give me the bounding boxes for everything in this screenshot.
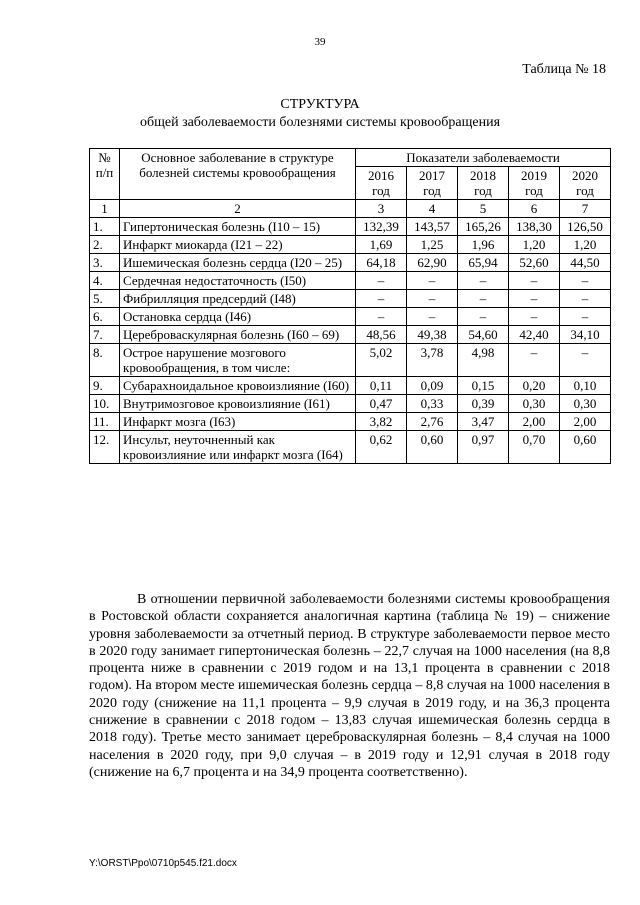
indicator-value: –	[560, 344, 611, 377]
indicator-value: 52,60	[509, 254, 560, 272]
indicator-value: 0,39	[458, 395, 509, 413]
row-number: 5.	[90, 290, 120, 308]
table-label: Таблица № 18	[522, 62, 606, 77]
column-number: 1	[90, 200, 120, 218]
indicator-value: –	[509, 308, 560, 326]
table-row	[90, 308, 611, 326]
indicator-value: –	[407, 290, 458, 308]
header-year: 2018 год	[458, 167, 509, 200]
indicator-value: 165,26	[458, 218, 509, 236]
column-number: 2	[120, 200, 356, 218]
page-number: 39	[314, 36, 326, 48]
indicator-value: 1,20	[560, 236, 611, 254]
header-indicators: Показатели заболеваемости	[356, 149, 611, 167]
disease-name: Инфаркт миокарда (I21 – 22)	[120, 236, 356, 254]
indicator-value: 138,30	[509, 218, 560, 236]
indicator-value: 126,50	[560, 218, 611, 236]
disease-name: Гипертоническая болезнь (I10 – 15)	[120, 218, 356, 236]
table-row	[90, 290, 611, 308]
indicator-value: 143,57	[407, 218, 458, 236]
table-subtitle: общей заболеваемости болезнями системы кровообращения	[139, 115, 501, 130]
table-row	[90, 272, 611, 290]
table-row	[90, 254, 611, 272]
column-number: 5	[458, 200, 509, 218]
indicator-value: 1,96	[458, 236, 509, 254]
indicator-value: 0,30	[560, 395, 611, 413]
header-year: 2019 год	[509, 167, 560, 200]
column-number-row	[90, 200, 611, 218]
table-row	[90, 431, 611, 464]
header-row-1	[90, 149, 611, 167]
header-year: 2016 год	[356, 167, 407, 200]
disease-name: Инсульт, неуточненный как кровоизлияние или инфаркт мозга (I64)	[120, 431, 356, 464]
indicator-value: 1,20	[509, 236, 560, 254]
row-number: 2.	[90, 236, 120, 254]
disease-name: Внутримозговое кровоизлияние (I61)	[120, 395, 356, 413]
indicator-value: 0,15	[458, 377, 509, 395]
header-year: 2020 год	[560, 167, 611, 200]
indicator-value: 0,47	[356, 395, 407, 413]
row-number: 4.	[90, 272, 120, 290]
indicator-value: –	[560, 272, 611, 290]
indicator-value: 1,25	[407, 236, 458, 254]
table-row	[90, 413, 611, 431]
indicator-value: –	[458, 308, 509, 326]
indicator-value: 3,78	[407, 344, 458, 377]
indicator-value: –	[407, 272, 458, 290]
indicator-value: –	[509, 344, 560, 377]
disease-name: Субарахноидальное кровоизлияние (I60)	[120, 377, 356, 395]
row-number: 11.	[90, 413, 120, 431]
indicator-value: –	[356, 308, 407, 326]
indicator-value: –	[509, 272, 560, 290]
indicator-value: 0,11	[356, 377, 407, 395]
indicator-value: 44,50	[560, 254, 611, 272]
indicator-value: 4,98	[458, 344, 509, 377]
indicator-value: 3,82	[356, 413, 407, 431]
indicator-value: –	[407, 308, 458, 326]
disease-name: Остановка сердца (I46)	[120, 308, 356, 326]
indicator-value: 0,60	[407, 431, 458, 464]
column-number: 3	[356, 200, 407, 218]
table-title: СТРУКТУРА	[280, 97, 360, 112]
disease-name: Острое нарушение мозгового кровообращения, в том числе:	[120, 344, 356, 377]
row-number: 12.	[90, 431, 120, 464]
indicator-value: 132,39	[356, 218, 407, 236]
table-row	[90, 395, 611, 413]
row-number: 7.	[90, 326, 120, 344]
table-row	[90, 344, 611, 377]
indicator-value: 64,18	[356, 254, 407, 272]
file-path-footer: Y:\ORST\Ppo\0710p545.f21.docx	[89, 858, 237, 869]
row-number: 3.	[90, 254, 120, 272]
indicator-value: 0,20	[509, 377, 560, 395]
indicator-value: –	[560, 308, 611, 326]
indicator-value: 5,02	[356, 344, 407, 377]
indicator-value: 42,40	[509, 326, 560, 344]
table-row	[90, 218, 611, 236]
indicator-value: 0,97	[458, 431, 509, 464]
indicator-value: –	[458, 272, 509, 290]
indicator-value: 0,10	[560, 377, 611, 395]
row-number: 9.	[90, 377, 120, 395]
header-num: № п/п	[90, 149, 120, 200]
indicator-value: 0,09	[407, 377, 458, 395]
header-year: 2017 год	[407, 167, 458, 200]
column-number: 4	[407, 200, 458, 218]
indicator-value: 54,60	[458, 326, 509, 344]
row-number: 10.	[90, 395, 120, 413]
indicator-value: 2,76	[407, 413, 458, 431]
column-number: 6	[509, 200, 560, 218]
indicator-value: 49,38	[407, 326, 458, 344]
indicator-value: 0,60	[560, 431, 611, 464]
row-number: 6.	[90, 308, 120, 326]
indicator-value: 3,47	[458, 413, 509, 431]
indicator-value: 0,70	[509, 431, 560, 464]
indicator-value: –	[356, 272, 407, 290]
indicator-value: –	[458, 290, 509, 308]
indicator-value: 65,94	[458, 254, 509, 272]
disease-name: Инфаркт мозга (I63)	[120, 413, 356, 431]
table-row	[90, 377, 611, 395]
table-title-block	[0, 96, 640, 132]
indicator-value: 0,30	[509, 395, 560, 413]
indicator-value: 48,56	[356, 326, 407, 344]
body-paragraph: В отношении первичной заболеваемости болезнями системы кровообращения в Ростовской области сохраняется аналогичная картина (таблица № 19) – снижение уровня заболеваемости за отчетный период. В структуре заболеваемости первое место в 2020 году занимает гипертоническая болезнь – 22,7 случая на 1000 населения (на 8,8 процента ниже в сравнении с 2019 годом и на 13,1 процента в сравнении с 2018 годом). На втором месте ишемическая болезнь сердца – 8,8 случая на 1000 населения в 2020 году (снижение на 11,1 процента – 9,9 случая в 2019 году, и на 36,3 процента снижение в сравнении с 2018 годом – 13,83 случая ишемическая болезнь сердца в 2018 году). Третье место занимает цереброваскулярная болезнь – 8,4 случая на 1000 населения в 2020 году, при 9,0 случая – в 2019 году и 12,91 случая в 2018 году (снижение на 6,7 процента и на 34,9 процента соответственно).	[89, 592, 610, 780]
column-number: 7	[560, 200, 611, 218]
disease-name: Сердечная недостаточность (I50)	[120, 272, 356, 290]
disease-name: Ишемическая болезнь сердца (I20 – 25)	[120, 254, 356, 272]
header-disease: Основное заболевание в структуре болезней системы кровообращения	[120, 149, 356, 200]
table-row	[90, 326, 611, 344]
table-row	[90, 236, 611, 254]
indicator-value: 2,00	[509, 413, 560, 431]
indicator-value: –	[509, 290, 560, 308]
row-number: 8.	[90, 344, 120, 377]
indicator-value: 0,33	[407, 395, 458, 413]
indicator-value: 34,10	[560, 326, 611, 344]
indicator-value: –	[356, 290, 407, 308]
row-number: 1.	[90, 218, 120, 236]
indicator-value: 0,62	[356, 431, 407, 464]
morbidity-table	[89, 148, 611, 464]
disease-name: Фибрилляция предсердий (I48)	[120, 290, 356, 308]
disease-name: Цереброваскулярная болезнь (I60 – 69)	[120, 326, 356, 344]
indicator-value: 1,69	[356, 236, 407, 254]
indicator-value: –	[560, 290, 611, 308]
indicator-value: 2,00	[560, 413, 611, 431]
indicator-value: 62,90	[407, 254, 458, 272]
